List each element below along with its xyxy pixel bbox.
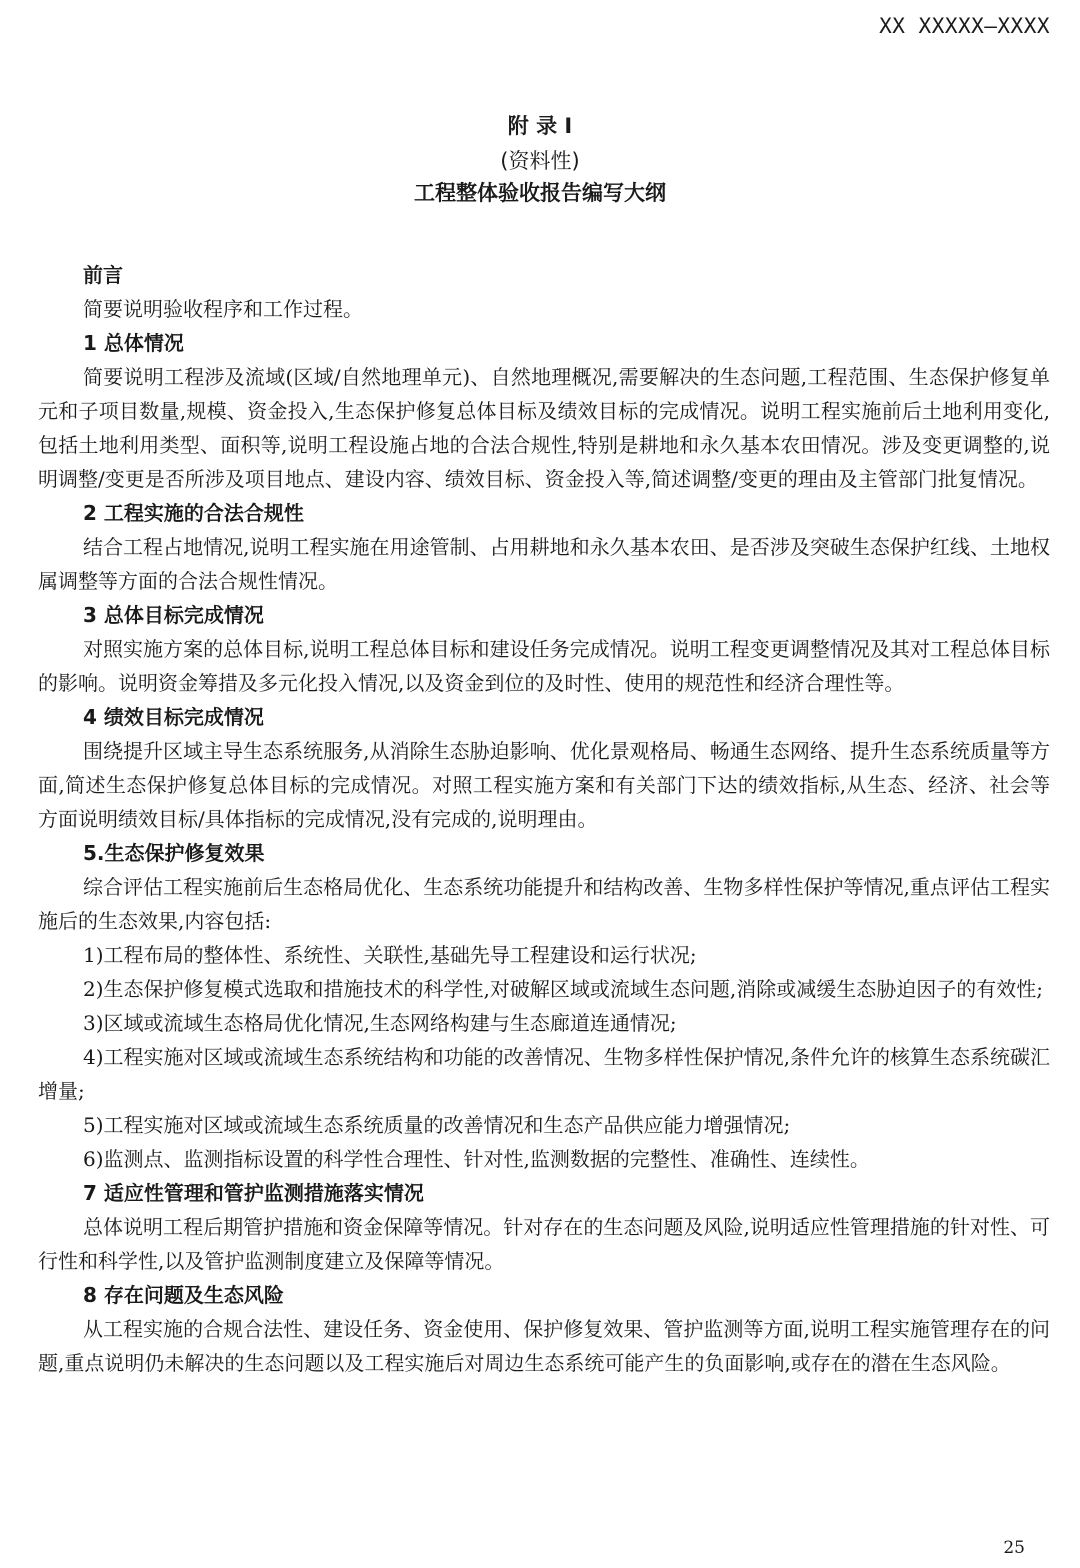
performance-goals-paragraph: 围绕提升区域主导生态系统服务,从消除生态胁迫影响、优化景观格局、畅通生态网络、提升生态系统质量等方面,简述生态保护修复总体目标的完成情况。对照工程实施方案和有关部门下达的绩效指标,从生态、经济、社会等方面说明绩效目标/具体指标的完成情况,没有完成的,说明理由。 xyxy=(38,739,1050,831)
problems-risks-paragraph: 从工程实施的合规合法性、建设任务、资金使用、保护修复效果、管护监测等方面,说明工程实施管理存在的问题,重点说明仍未解决的生态问题以及工程实施后对周边生态系统可能产生的负面影响,或存在的潜在生态风险。 xyxy=(38,1317,1050,1375)
section-title-overview: 1 总体情况 xyxy=(83,331,184,355)
overall-goals-paragraph: 对照实施方案的总体目标,说明工程总体目标和建设任务完成情况。说明工程变更调整情况及其对工程总体目标的影响。说明资金筹措及多元化投入情况,以及资金到位的及时性、使用的规范性和经济合理性等。 xyxy=(38,637,1050,695)
restoration-effect-item-3: 3)区域或流域生态格局优化情况,生态网络构建与生态廊道连通情况; xyxy=(83,1011,677,1035)
restoration-effect-intro: 综合评估工程实施前后生态格局优化、生态系统功能提升和结构改善、生物多样性保护等情况,重点评估工程实施后的生态效果,内容包括: xyxy=(38,875,1050,933)
restoration-effect-item-2: 2)生态保护修复模式选取和措施技术的科学性,对破解区域或流域生态问题,消除或减缓生态胁迫因子的有效性; xyxy=(83,977,1043,1001)
section-title-restoration-effect: 5.生态保护修复效果 xyxy=(83,841,265,865)
section-title-preface: 前言 xyxy=(83,263,123,287)
adaptive-management-paragraph: 总体说明工程后期管护措施和资金保障等情况。针对存在的生态问题及风险,说明适应性管理措施的针对性、可行性和科学性,以及管护监测制度建立及保障等情况。 xyxy=(38,1215,1050,1273)
restoration-effect-item-4: 4)工程实施对区域或流域生态系统结构和功能的改善情况、生物多样性保护情况,条件允许的核算生态系统碳汇增量; xyxy=(38,1045,1050,1103)
restoration-effect-item-6: 6)监测点、监测指标设置的科学性合理性、针对性,监测数据的完整性、准确性、连续性。 xyxy=(83,1147,870,1171)
overview-paragraph: 简要说明工程涉及流域(区域/自然地理单元)、自然地理概况,需要解决的生态问题,工程范围、生态保护修复单元和子项目数量,规模、资金投入,生态保护修复总体目标及绩效目标的完成情况。说明工程实施前后土地利用变化,包括土地利用类型、面积等,说明工程设施占地的合法合规性,特别是耕地和永久基本农田情况。涉及变更调整的,说明调整/变更是否所涉及项目地点、建设内容、绩效目标、资金投入等,简述调整/变更的理由及主管部门批复情况。 xyxy=(38,365,1050,491)
section-title-performance-goals: 4 绩效目标完成情况 xyxy=(83,705,264,729)
standard-code: XX XXXXX—XXXX xyxy=(879,14,1050,38)
preface-paragraph: 简要说明验收程序和工作过程。 xyxy=(83,297,363,321)
section-title-problems-risks: 8 存在问题及生态风险 xyxy=(83,1283,284,1307)
section-title-overall-goals: 3 总体目标完成情况 xyxy=(83,603,264,627)
document-title: 工程整体验收报告编写大纲 xyxy=(414,181,666,205)
restoration-effect-item-5: 5)工程实施对区域或流域生态系统质量的改善情况和生态产品供应能力增强情况; xyxy=(83,1113,791,1137)
document-body xyxy=(38,258,1050,1380)
appendix-nature: (资料性) xyxy=(500,149,580,173)
section-title-compliance: 2 工程实施的合法合规性 xyxy=(83,501,304,525)
section-title-adaptive-management: 7 适应性管理和管护监测措施落实情况 xyxy=(83,1181,424,1205)
appendix-label: 附 录 I xyxy=(507,114,573,138)
page-number: 25 xyxy=(1003,1538,1025,1558)
restoration-effect-item-1: 1)工程布局的整体性、系统性、关联性,基础先导工程建设和运行状况; xyxy=(83,943,697,967)
compliance-paragraph: 结合工程占地情况,说明工程实施在用途管制、占用耕地和永久基本农田、是否涉及突破生态保护红线、土地权属调整等方面的合法合规性情况。 xyxy=(38,535,1050,593)
